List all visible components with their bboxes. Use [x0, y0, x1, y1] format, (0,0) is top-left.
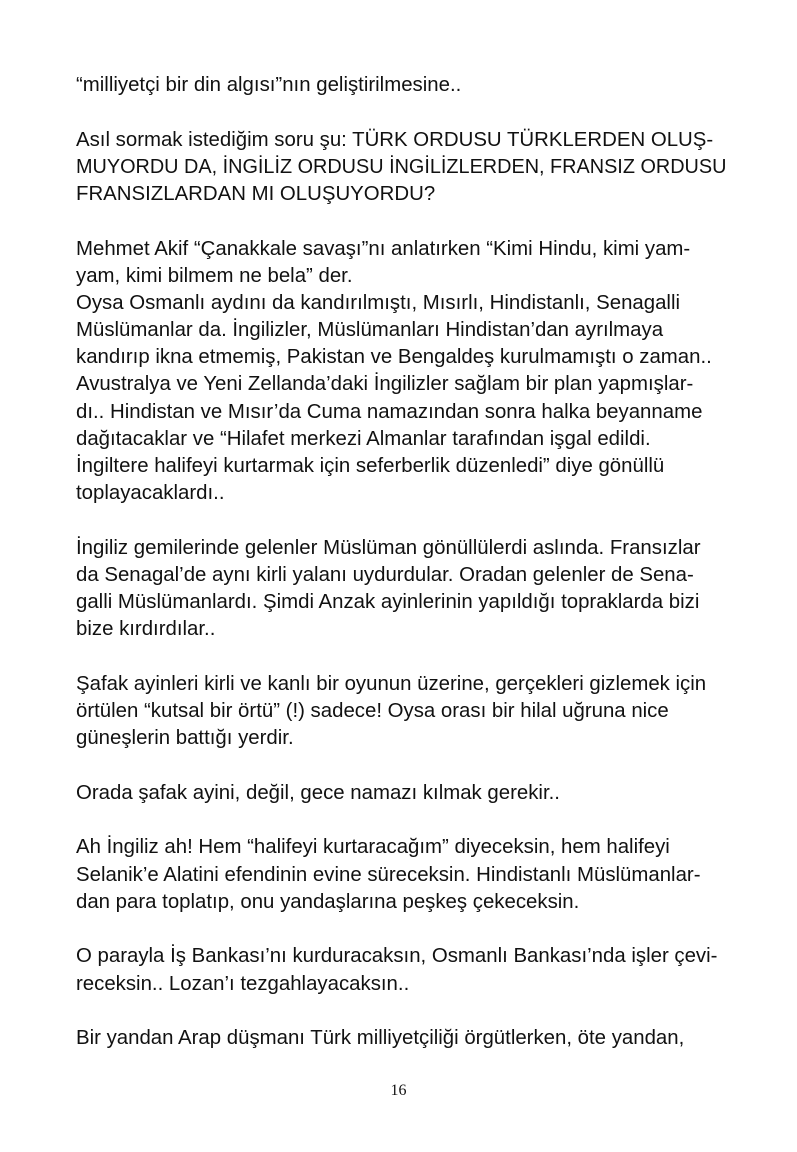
paragraph-gap	[76, 507, 726, 534]
paragraph-gap	[76, 753, 726, 780]
text-line: receksin.. Lozan’ı tezgahlayacaksın..	[76, 972, 410, 995]
text-line: İngiltere halifeyi kurtarmak için seferberlik düzenledi” diye gönüllü	[76, 455, 665, 478]
body-text	[76, 72, 726, 1052]
text-line: Orada şafak ayini, değil, gece namazı kılmak gerekir..	[76, 781, 560, 804]
paragraph-gap	[76, 208, 726, 235]
paragraph	[76, 127, 726, 209]
text-line: Şafak ayinleri kirli ve kanlı bir oyunun üzerine, gerçekleri gizlemek için	[76, 672, 707, 695]
text-line: Oysa Osmanlı aydını da kandırılmıştı, Mısırlı, Hindistanlı, Senagalli	[76, 291, 681, 314]
text-line: da Senagal’de aynı kirli yalanı uydurdular. Oradan gelenler de Sena-	[76, 563, 694, 586]
text-line: Müslümanlar da. İngilizler, Müslümanları Hindistan’dan ayrılmaya	[76, 319, 664, 342]
paragraph-gap	[76, 998, 726, 1025]
text-line: Bir yandan Arap düşmanı Türk milliyetçiliği örgütlerken, öte yandan,	[76, 1027, 685, 1050]
text-line: yam, kimi bilmem ne bela” der.	[76, 264, 353, 287]
text-line: bize kırdırdılar..	[76, 618, 216, 641]
paragraph-gap	[76, 644, 726, 671]
paragraph	[76, 834, 726, 916]
paragraph	[76, 671, 726, 753]
paragraph	[76, 943, 726, 997]
text-line: örtülen “kutsal bir örtü” (!) sadece! Oysa orası bir hilal uğruna nice	[76, 700, 669, 723]
text-line: İngiliz gemilerinde gelenler Müslüman gönüllülerdi aslında. Fransızlar	[76, 536, 701, 559]
text-line: Avustralya ve Yeni Zellanda’daki İngilizler sağlam bir plan yapmışlar-	[76, 373, 694, 396]
text-line: “milliyetçi bir din algısı”nın geliştirilmesine..	[76, 74, 462, 96]
text-line: Asıl sormak istediğim soru şu: TÜRK ORDUSU TÜRKLERDEN OLUŞ-	[76, 128, 714, 151]
text-line: Selanik’e Alatini efendinin evine süreceksin. Hindistanlı Müslümanlar-	[76, 863, 701, 886]
paragraph	[76, 1025, 726, 1052]
paragraph-gap	[76, 916, 726, 943]
text-line: güneşlerin battığı yerdir.	[76, 727, 294, 750]
paragraph-gap	[76, 99, 726, 126]
text-line: dağıtacaklar ve “Hilafet merkezi Almanlar tarafından işgal edildi.	[76, 427, 651, 450]
text-line: FRANSIZLARDAN MI OLUŞUYORDU?	[76, 182, 436, 205]
text-line: dan para toplatıp, onu yandaşlarına peşkeş çekeceksin.	[76, 890, 580, 913]
paragraph	[76, 72, 726, 99]
text-line: Mehmet Akif “Çanakkale savaşı”nı anlatırken “Kimi Hindu, kimi yam-	[76, 237, 691, 260]
text-line: dı.. Hindistan ve Mısır’da Cuma namazından sonra halka beyanname	[76, 400, 703, 423]
text-line: kandırıp ikna etmemiş, Pakistan ve Bengaldeş kurulmamıştı o zaman..	[76, 346, 712, 369]
text-line: MUYORDU DA, İNGİLİZ ORDUSU İNGİLİZLERDEN, FRANSIZ ORDUSU	[76, 155, 727, 178]
text-line: Ah İngiliz ah! Hem “halifeyi kurtaracağım” diyeceksin, hem halifeyi	[76, 836, 670, 859]
page-number: 16	[390, 1082, 407, 1099]
paragraph	[76, 780, 726, 807]
text-line: O parayla İş Bankası’nı kurduracaksın, Osmanlı Bankası’nda işler çevi-	[76, 945, 718, 968]
paragraph	[76, 236, 726, 508]
text-line: toplayacaklardı..	[76, 482, 225, 505]
paragraph-gap	[76, 807, 726, 834]
paragraph	[76, 535, 726, 644]
text-line: galli Müslümanlardı. Şimdi Anzak ayinlerinin yapıldığı topraklarda bizi	[76, 591, 700, 614]
